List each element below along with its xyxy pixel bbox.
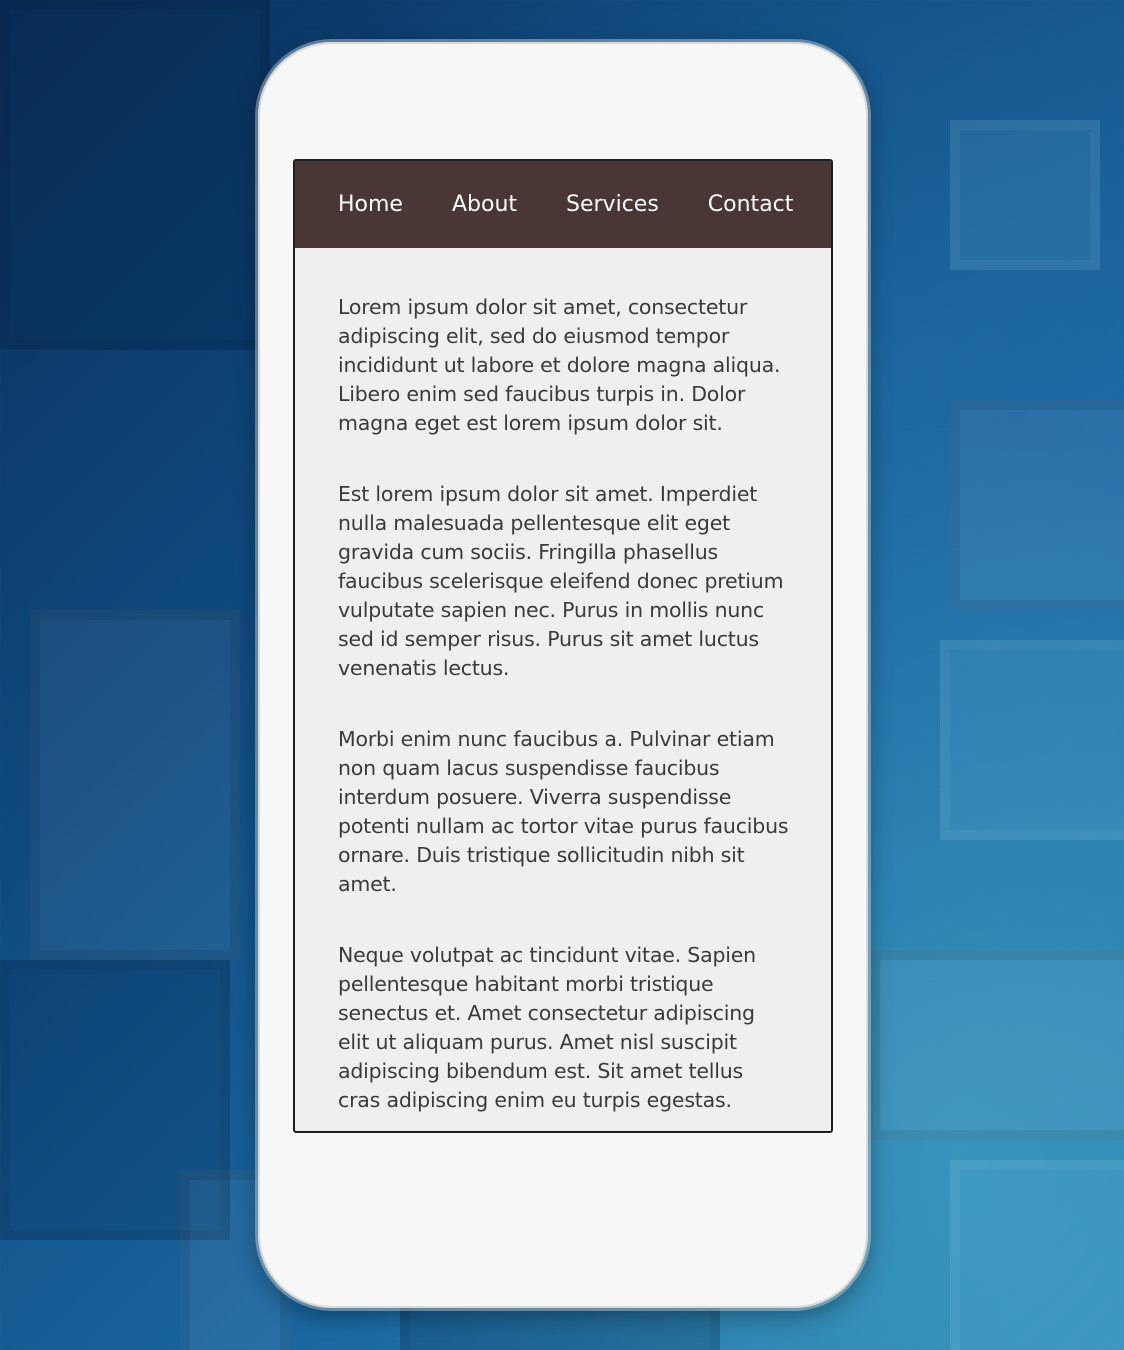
- content-paragraph: Morbi enim nunc faucibus a. Pulvinar etiam non quam lacus suspendisse faucibus interdum posuere. Viverra suspendisse potenti nullam ac tortor vitae purus faucibus ornare. Duis tristique sollicitudin nibh sit amet.: [338, 727, 789, 896]
- background-square: [940, 640, 1124, 840]
- navigation-bar: [295, 161, 831, 248]
- background-square: [870, 950, 1124, 1140]
- background-square: [950, 400, 1124, 610]
- background-square: [950, 1160, 1124, 1350]
- nav-link-contact[interactable]: Contact: [707, 192, 794, 217]
- content-paragraph: Lorem ipsum dolor sit amet, consectetur adipiscing elit, sed do eiusmod tempor incididunt ut labore et dolore magna aliqua. Libero enim sed faucibus turpis in. Dolor magna eget est lorem ipsum dolor sit.: [338, 295, 781, 435]
- background-square: [0, 0, 270, 350]
- background-square: [950, 120, 1100, 270]
- main-content[interactable]: [295, 248, 831, 1115]
- nav-link-about[interactable]: About: [451, 192, 518, 217]
- content-paragraph: Neque volutpat ac tincidunt vitae. Sapien pellentesque habitant morbi tristique senectus et. Amet consectetur adipiscing elit ut aliquam purus. Amet nisl suscipit adipiscing bibendum est. Sit amet tellus cras adipiscing enim eu turpis egestas.: [338, 943, 756, 1112]
- content-paragraph: Est lorem ipsum dolor sit amet. Imperdiet nulla malesuada pellentesque elit eget gravida cum sociis. Fringilla phasellus faucibus scelerisque eleifend donec pretium vulputate sapien nec. Purus in mollis nunc sed id semper risus. Purus sit amet luctus venenatis lectus.: [338, 482, 784, 680]
- nav-link-services[interactable]: Services: [566, 192, 659, 217]
- background-square: [30, 610, 240, 960]
- nav-link-home[interactable]: Home: [338, 192, 403, 217]
- phone-screen: [293, 159, 833, 1133]
